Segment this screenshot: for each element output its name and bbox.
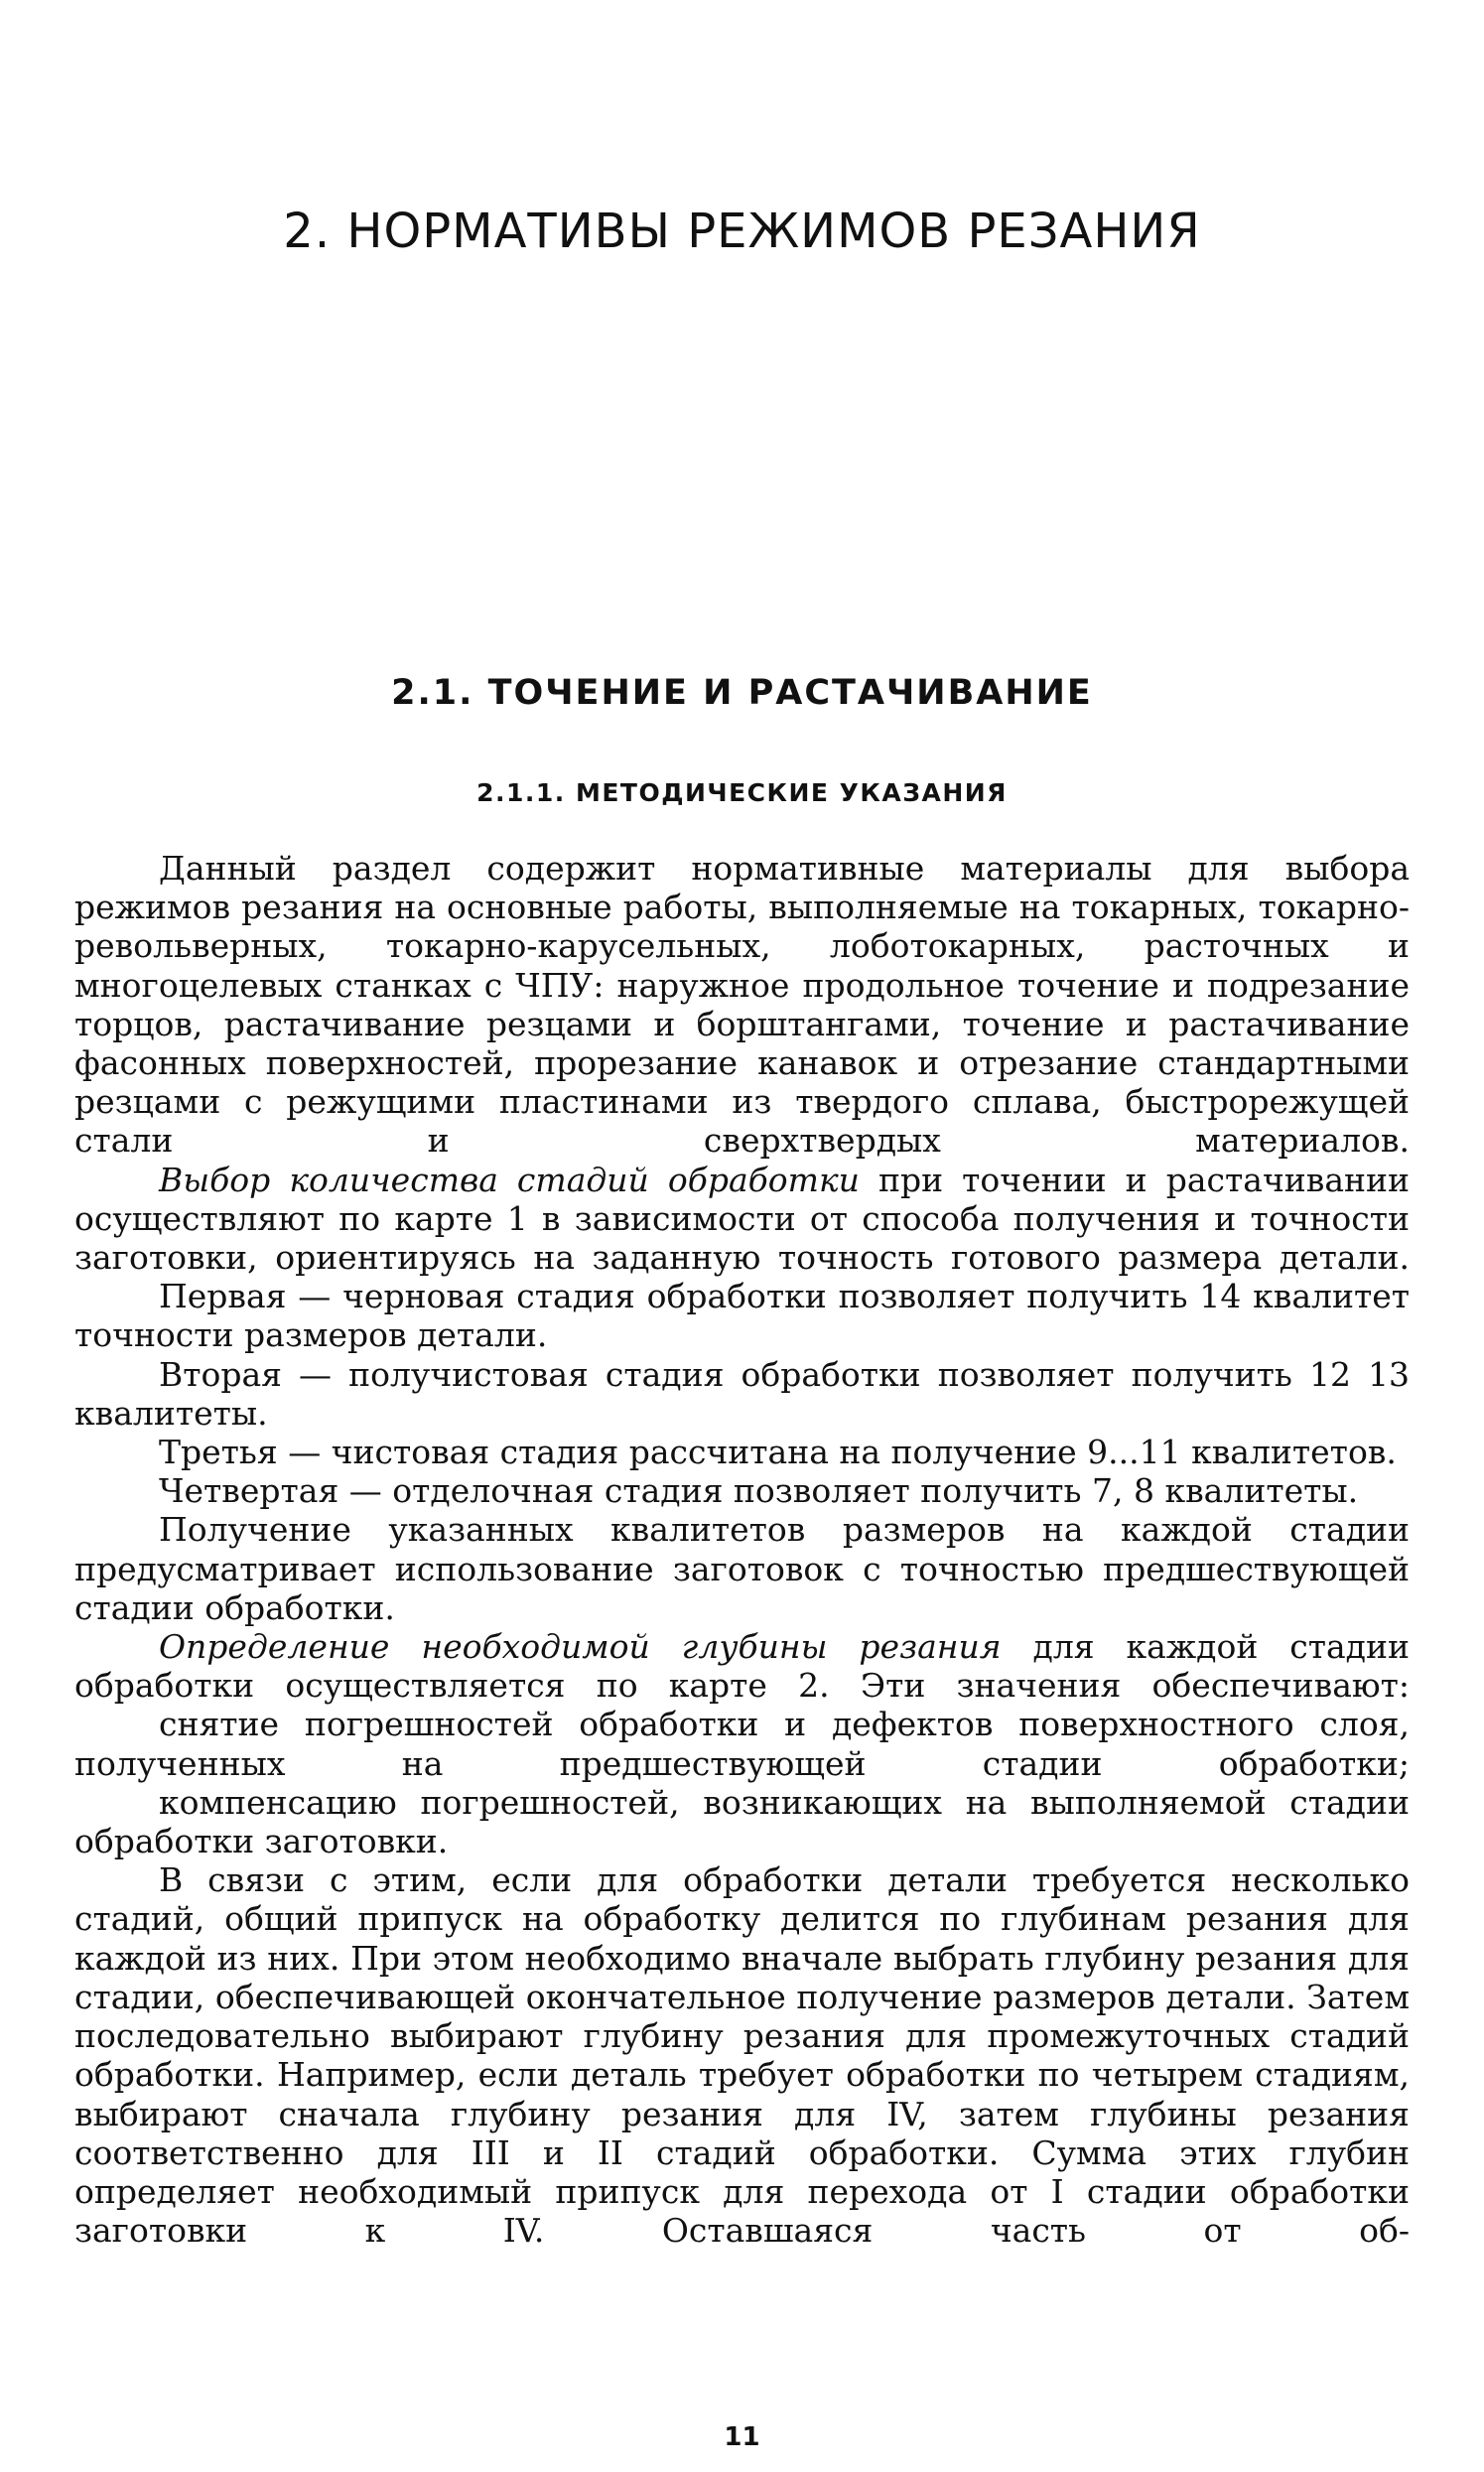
paragraph-quality: Получение указанных квалитетов размеров на каждой стадии предусматривает использование заготовок с точностью предшествующей стадии обработки. [74,1510,1410,1627]
paragraph-removal: снятие погрешностей обработки и дефектов поверхностного слоя, полученных на предшествующей стадии обработки; [74,1705,1410,1783]
paragraph-intro: Данный раздел содержит нормативные материалы для выбора режимов резания на основные работы, выполняемые на токарных, токарно-револьверных, токарно-карусельных, лоботокарных, расточных и многоцелевых станках с ЧПУ: наружное продольное точение и подрезание торцов, растачивание резцами и борштангами, точение и растачивание фасонных поверхностей, прорезание канавок и отрезание стандартными резцами с режущими пластинами из твердого сплава, быстрорежущей стали и сверхтвердых материалов. [74,849,1410,1161]
subsection-title: 2.1.1. МЕТОДИЧЕСКИЕ УКАЗАНИЯ [476,778,1008,807]
paragraph-stage-3: Третья — чистовая стадия рассчитана на получение 9...11 квалитетов. [159,1433,1397,1472]
emphasis-stage-selection: Выбор количества стадий обработки [159,1160,860,1199]
paragraph-compensation: компенсацию погрешностей, возникающих на выполняемой стадии обработки заготовки. [74,1782,1410,1861]
paragraph-depth-text: для каждой стадии обработки осуществляется по карте 2. Эти значения обеспечивают: [74,1627,1410,1706]
paragraph-stage-selection-text: при точении и растачивании осуществляют по карте 1 в зависимости от способа получения и точности заготовки, ориентируясь на заданную точность готового размера детали. [74,1160,1410,1278]
emphasis-depth: Определение необходимой глубины резания [159,1627,1002,1667]
paragraph-stage-1: Первая — черновая стадия обработки позволяет получить 14 квалитет точности размеров детали. [74,1277,1410,1355]
paragraph-stage-selection [74,1161,1410,1278]
body-text [74,849,1410,2250]
page-number: 11 [724,2422,760,2452]
paragraph-stage-2: Вторая — получистовая стадия обработки позволяет получить 12 13 квалитеты. [74,1354,1410,1433]
paragraph-depth [74,1627,1410,1705]
paragraph-stage-4: Четвертая — отделочная стадия позволяет получить 7, 8 квалитеты. [159,1471,1359,1511]
section-title: 2.1. ТОЧЕНИЕ И РАСТАЧИВАНИЕ [391,673,1093,713]
chapter-title: 2. НОРМАТИВЫ РЕЖИМОВ РЕЗАНИЯ [283,204,1201,259]
paragraph-allowance: В связи с этим, если для обработки детали требуется несколько стадий, общий припуск на обработку делится по глубинам резания для каждой из них. При этом необходимо вначале выбрать глубину резания для стадии, обеспечивающей окончательное получение размеров детали. Затем последовательно выбирают глубину резания для промежуточных стадий обработки. Например, если деталь требует обработки по четырем стадиям, выбирают сначала глубину резания для IV, затем глубины резания соответственно для III и II стадий обработки. Сумма этих глубин определяет необходимый припуск для перехода от I стадии обработки заготовки к IV. Оставшаяся часть от об- [74,1860,1410,2251]
